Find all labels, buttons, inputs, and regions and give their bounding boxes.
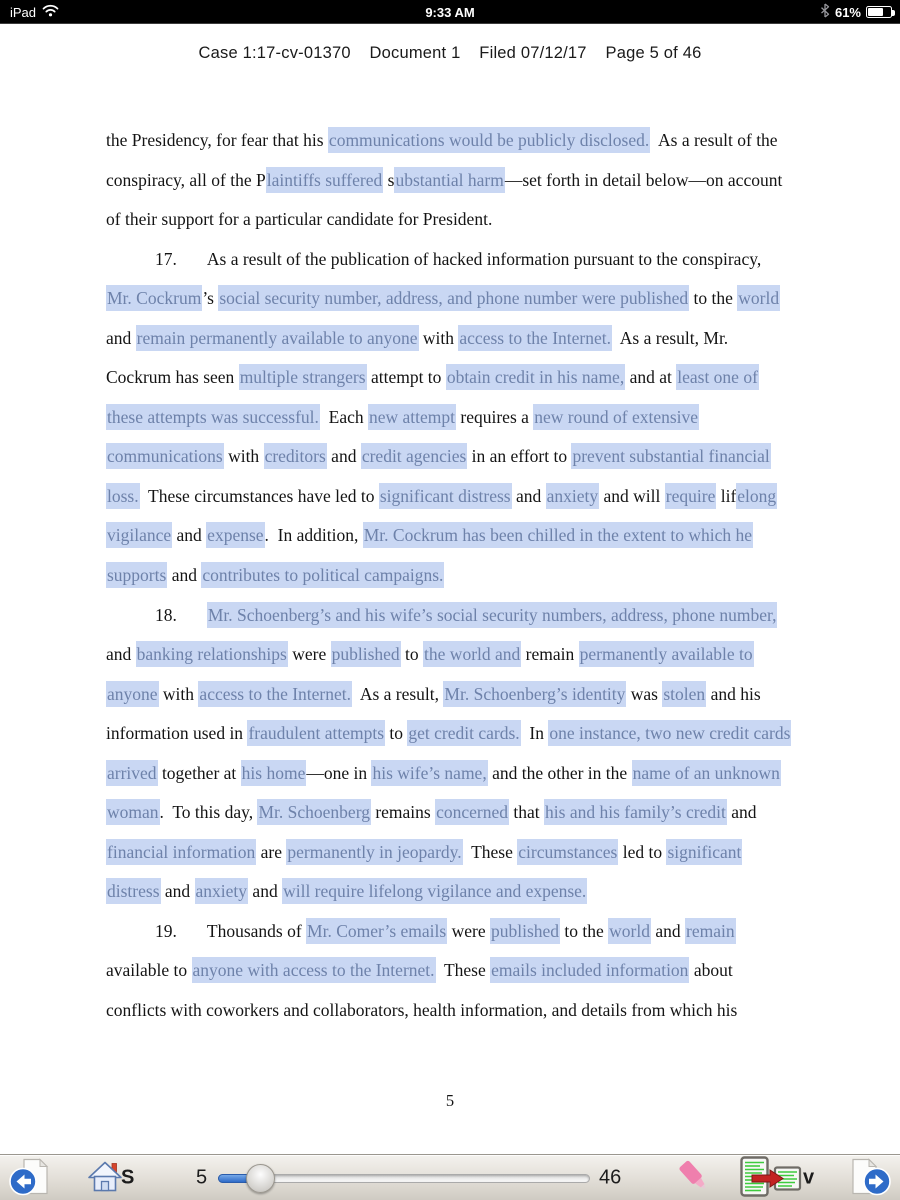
body-text: Thousands of xyxy=(206,920,307,941)
export-pages-button[interactable] xyxy=(740,1155,802,1200)
highlighted-text[interactable]: Mr. Schoenberg’s and his wife’s social security numbers, address, phone number, xyxy=(207,602,778,628)
body-text: with xyxy=(158,683,199,704)
page-forward-icon xyxy=(848,1184,892,1199)
body-text: was xyxy=(626,683,663,704)
body-text: attempt to xyxy=(366,367,446,388)
highlighted-text[interactable]: these attempts was successful. xyxy=(106,404,320,430)
highlighted-text[interactable]: Mr. Comer’s emails xyxy=(306,918,447,944)
highlighted-text[interactable]: obtain credit in his name, xyxy=(446,364,625,390)
highlighted-text[interactable]: banking relationships xyxy=(136,641,288,667)
text-line xyxy=(106,319,806,359)
highlighted-text[interactable]: his wife’s name, xyxy=(371,760,487,786)
body-text: ’s xyxy=(202,288,219,309)
highlighted-text[interactable]: one instance, two new credit cards xyxy=(548,720,791,746)
highlighted-text[interactable]: distress xyxy=(106,878,161,904)
body-text: requires a xyxy=(456,406,534,427)
highlighted-text[interactable]: get credit cards. xyxy=(407,720,520,746)
body-text: and xyxy=(326,446,361,467)
body-text: These circumstances have led to xyxy=(139,485,379,506)
slider-thumb[interactable] xyxy=(246,1164,275,1193)
body-text: with xyxy=(418,327,459,348)
body-text: and xyxy=(160,881,195,902)
body-text: to xyxy=(400,644,424,665)
body-text: were xyxy=(287,644,331,665)
highlighted-text[interactable]: world xyxy=(608,918,651,944)
highlighted-text[interactable]: woman xyxy=(106,799,160,825)
body-text: —one in xyxy=(306,762,372,783)
previous-page-button[interactable] xyxy=(8,1156,52,1199)
page-number: 5 xyxy=(445,1091,455,1110)
body-text: These xyxy=(435,960,491,981)
body-text: —set forth in detail below—on account xyxy=(504,169,783,190)
home-icon xyxy=(86,1183,124,1198)
body-text: remain xyxy=(521,644,579,665)
bluetooth-icon xyxy=(820,3,830,21)
highlighted-text[interactable]: permanently in jeopardy. xyxy=(286,839,462,865)
text-line xyxy=(106,358,806,398)
body-text: . In addition, xyxy=(264,525,363,546)
highlighted-text[interactable]: Mr. Schoenberg xyxy=(257,799,370,825)
body-text: and xyxy=(726,802,757,823)
body-text: and the other in the xyxy=(487,762,632,783)
body-text: to xyxy=(385,723,408,744)
court-stamp-header xyxy=(0,44,900,63)
highlighted-text[interactable]: expense xyxy=(206,522,264,548)
text-line xyxy=(106,279,806,319)
highlighted-text[interactable]: the world and xyxy=(423,641,521,667)
highlighted-text[interactable]: will require lifelong vigilance and expense. xyxy=(282,878,587,904)
highlighted-text[interactable]: multiple strangers xyxy=(239,364,367,390)
current-page-label: 5 xyxy=(196,1166,208,1188)
body-text: These xyxy=(462,841,518,862)
body-text: and xyxy=(106,644,136,665)
text-line xyxy=(106,596,806,636)
text-line xyxy=(106,437,806,477)
highlighted-text[interactable]: anxiety xyxy=(546,483,600,509)
highlighted-text[interactable]: Mr. Cockrum xyxy=(106,285,202,311)
filed-date: Filed 07/12/17 xyxy=(479,44,587,62)
highlighted-text[interactable]: social security number, address, and phone number were published xyxy=(218,285,689,311)
body-text: information used in xyxy=(106,723,248,744)
highlighted-text[interactable]: his and his family’s credit xyxy=(544,799,727,825)
body-text: together at xyxy=(157,762,241,783)
body-text: Cockrum has seen xyxy=(106,367,239,388)
page-back-icon xyxy=(8,1184,52,1199)
highlighted-text[interactable]: vigilance xyxy=(106,522,172,548)
highlighter-icon xyxy=(672,1185,718,1200)
highlighted-text[interactable]: laintiffs suffered xyxy=(266,167,384,193)
highlighted-text[interactable]: published xyxy=(331,641,401,667)
text-line xyxy=(106,793,806,833)
body-text: about xyxy=(689,960,733,981)
text-line xyxy=(106,161,806,201)
highlighted-text[interactable]: ubstantial harm xyxy=(394,167,504,193)
document-lines xyxy=(106,121,806,1031)
highlighted-text[interactable]: prevent substantial financial xyxy=(571,443,770,469)
body-text: s xyxy=(383,169,395,190)
body-text: were xyxy=(447,920,490,941)
highlighted-text[interactable]: anxiety xyxy=(195,878,249,904)
highlighted-text[interactable]: loss. xyxy=(106,483,140,509)
body-text: 18. xyxy=(155,604,177,625)
text-line xyxy=(106,556,806,596)
highlighted-text[interactable]: arrived xyxy=(106,760,158,786)
text-line xyxy=(106,912,806,952)
highlighted-text[interactable]: published xyxy=(490,918,560,944)
body-text: 17. xyxy=(155,248,177,269)
highlighted-text[interactable]: remain xyxy=(685,918,736,944)
body-text: conspiracy, all of the P xyxy=(106,169,266,190)
highlighted-text[interactable]: contributes to political campaigns. xyxy=(201,562,444,588)
highlighted-text[interactable]: emails included information xyxy=(490,957,689,983)
highlighted-text[interactable]: creditors xyxy=(264,443,327,469)
highlighted-text[interactable]: remain permanently available to anyone xyxy=(136,325,419,351)
body-text: in an effort to xyxy=(467,446,572,467)
highlighted-text[interactable]: Mr. Schoenberg’s identity xyxy=(443,681,626,707)
body-text: that xyxy=(509,802,545,823)
document-number: Document 1 xyxy=(369,44,461,62)
highlighted-text[interactable]: credit agencies xyxy=(361,443,467,469)
text-line xyxy=(106,675,806,715)
highlighted-text[interactable]: anyone xyxy=(106,681,159,707)
body-text: As a result, Mr. xyxy=(612,327,729,348)
highlighted-text[interactable]: access to the Internet. xyxy=(458,325,612,351)
body-text: In xyxy=(520,723,549,744)
text-line xyxy=(106,991,806,1031)
highlighted-text[interactable]: supports xyxy=(106,562,167,588)
highlighted-text[interactable]: name of an unknown xyxy=(632,760,781,786)
highlighted-text[interactable]: stolen xyxy=(662,681,706,707)
reader-toolbar xyxy=(0,1154,900,1200)
body-text: and at xyxy=(625,367,677,388)
highlighted-text[interactable]: concerned xyxy=(435,799,509,825)
battery-percent: 61% xyxy=(834,4,861,20)
body-text: As a result of the publication of hacked information pursuant to the conspiracy, xyxy=(206,248,762,269)
next-page-button[interactable] xyxy=(848,1156,892,1199)
body-text: lif xyxy=(716,485,737,506)
body-text: and his xyxy=(706,683,761,704)
body-text: and will xyxy=(599,485,665,506)
highlighted-text[interactable]: Mr. Cockrum has been chilled in the extent to which he xyxy=(363,522,753,548)
body-text: As a result of the xyxy=(650,130,778,150)
highlighted-text[interactable]: communications would be publicly disclosed. xyxy=(328,127,650,153)
body-text: remains xyxy=(370,802,436,823)
text-line xyxy=(106,516,806,556)
body-text: and xyxy=(172,525,207,546)
page-slider[interactable] xyxy=(218,1163,590,1193)
highlighted-text[interactable]: circumstances xyxy=(517,839,618,865)
highlighted-text[interactable]: require xyxy=(665,483,717,509)
text-line xyxy=(106,200,806,240)
body-text: led to xyxy=(618,841,667,862)
body-text: . To this day, xyxy=(159,802,258,823)
body-text: the Presidency, for fear that his xyxy=(106,130,328,150)
highlighted-text[interactable]: his home xyxy=(241,760,307,786)
text-line xyxy=(106,240,806,280)
highlighted-text[interactable]: communications xyxy=(106,443,224,469)
text-line xyxy=(106,833,806,873)
text-line xyxy=(106,477,806,517)
body-text: of their support for a particular candidate for President. xyxy=(106,209,493,230)
case-number: Case 1:17-cv-01370 xyxy=(198,44,351,62)
highlighted-text[interactable]: least one of xyxy=(676,364,759,390)
page-count: Page 5 of 46 xyxy=(605,44,702,62)
text-line xyxy=(106,714,806,754)
export-variant-label: v xyxy=(803,1166,815,1188)
body-text: As a result, xyxy=(352,683,444,704)
home-button[interactable] xyxy=(86,1157,124,1198)
body-text: Each xyxy=(319,406,368,427)
highlighted-text[interactable]: fraudulent attempts xyxy=(247,720,385,746)
body-text: conflicts with coworkers and collaborators, health information, and details from which his xyxy=(106,1000,738,1021)
highlighted-text[interactable]: significant xyxy=(666,839,742,865)
highlighted-text[interactable]: new attempt xyxy=(368,404,456,430)
highlighted-text[interactable]: elong xyxy=(736,483,777,509)
device-label: iPad xyxy=(10,4,37,20)
text-line xyxy=(106,398,806,438)
text-line xyxy=(106,635,806,675)
status-bar xyxy=(0,0,900,24)
body-text: are xyxy=(256,841,287,862)
total-pages-label: 46 xyxy=(599,1166,622,1188)
body-text: and xyxy=(511,485,546,506)
text-line xyxy=(106,951,806,991)
text-line xyxy=(106,121,806,161)
bookmark-letter-label: S xyxy=(121,1166,135,1188)
highlighted-text[interactable]: financial information xyxy=(106,839,256,865)
highlighted-text[interactable]: access to the Internet. xyxy=(198,681,352,707)
body-text: and xyxy=(248,881,283,902)
highlighter-button[interactable] xyxy=(672,1155,718,1200)
highlighted-text[interactable]: anyone with access to the Internet. xyxy=(192,957,436,983)
text-line xyxy=(106,754,806,794)
body-text: and xyxy=(651,920,686,941)
body-text: to the xyxy=(560,920,609,941)
battery-icon xyxy=(866,6,892,18)
body-text: available to xyxy=(106,960,192,981)
clock: 9:33 AM xyxy=(425,4,475,20)
highlighted-text[interactable]: world xyxy=(737,285,780,311)
body-text: and xyxy=(106,327,136,348)
export-pages-icon xyxy=(740,1185,802,1200)
highlighted-text[interactable]: permanently available to xyxy=(579,641,754,667)
body-text: with xyxy=(223,446,264,467)
body-text: to the xyxy=(689,288,738,309)
body-text: 19. xyxy=(155,920,177,941)
body-text: and xyxy=(167,565,202,586)
highlighted-text[interactable]: new round of extensive xyxy=(533,404,699,430)
text-line xyxy=(106,872,806,912)
highlighted-text[interactable]: significant distress xyxy=(379,483,512,509)
